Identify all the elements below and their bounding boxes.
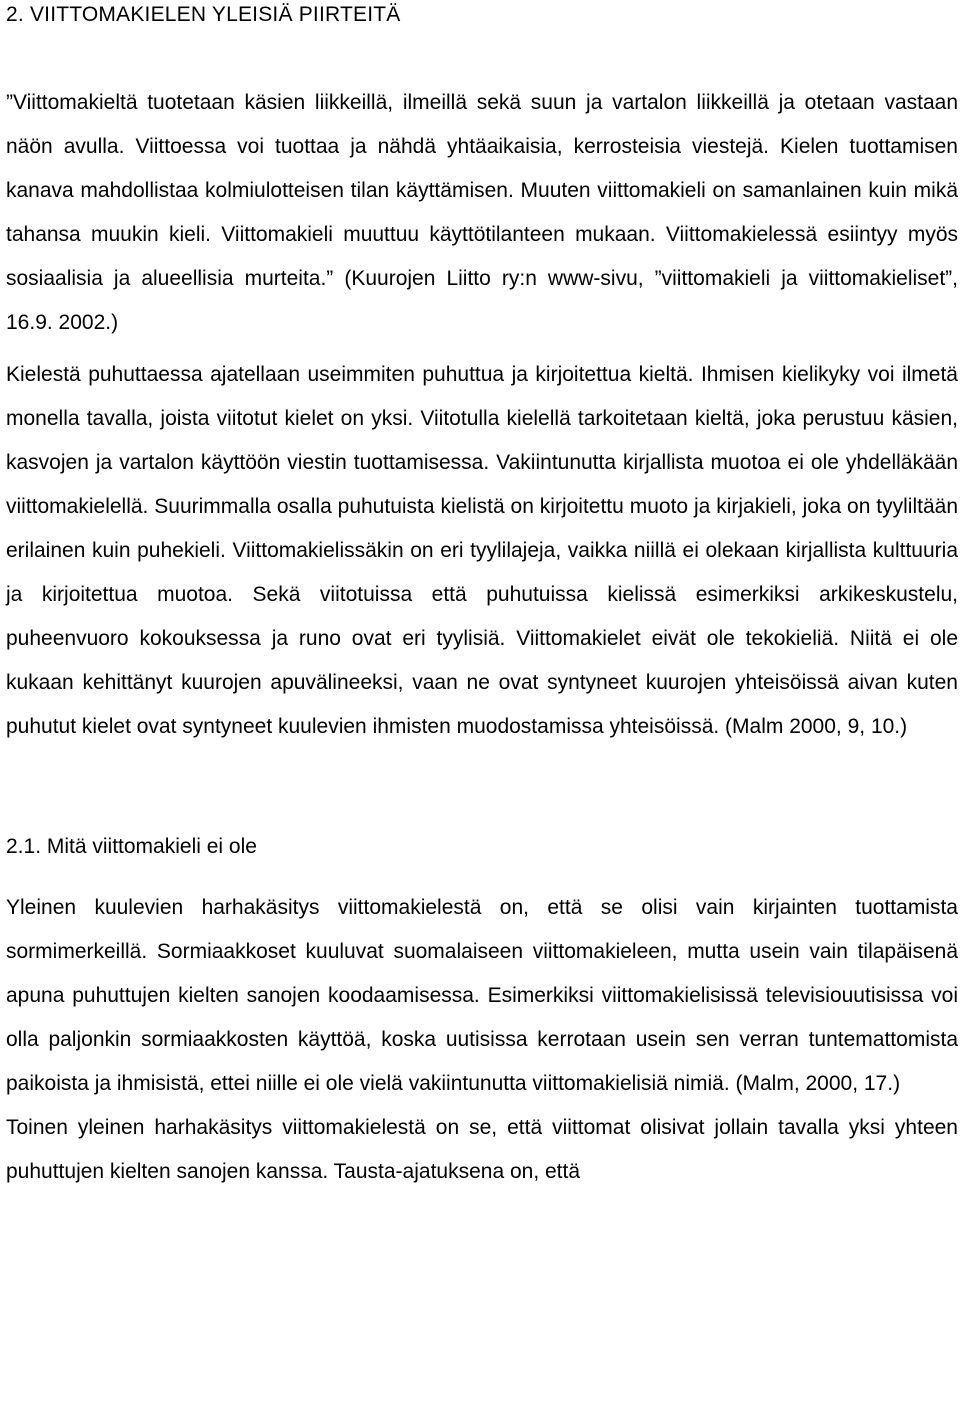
section-title-2-1: 2.1. Mitä viittomakieli ei ole	[6, 835, 257, 858]
document-page	[6, 0, 958, 1194]
paragraph-yleinen-harhakasitys: Yleinen kuulevien harhakäsitys viittomakielestä on, että se olisi vain kirjainten tuottamista sormimerkeillä. Sormiaakkoset kuuluvat suomalaiseen viittomakieleen, mutta usein vain tilapäisenä apuna puhuttujen kielten sanojen koodaamisessa. Esimerkiksi viittomakielisissä televisiouutisissa voi olla paljonkin sormiaakkosten käyttöä, koska uutisissa kerrotaan usein sen verran tuntemattomista paikoista ja ihmisistä, ettei niille ei ole vielä vakiintunutta viittomakielisiä nimiä. (Malm, 2000, 17.)	[6, 896, 958, 1095]
paragraph-toinen-harhakasitys: Toinen yleinen harhakäsitys viittomakielestä on se, että viittomat olisivat jollain tavalla yksi yhteen puhuttujen kielten sanojen kanssa. Tausta-ajatuksena on, että	[6, 1116, 958, 1183]
paragraph-kielesta: Kielestä puhuttaessa ajatellaan useimmiten puhuttua ja kirjoitettua kieltä. Ihmisen kielikyky voi ilmetä monella tavalla, joista viitotut kielet on yksi. Viitotulla kielellä tarkoitetaan kieltä, joka perustuu käsien, kasvojen ja vartalon käyttöön viestin tuottamisessa. Vakiintunutta kirjallista muotoa ei ole yhdelläkään viittomakielellä. Suurimmalla osalla puhutuista kielistä on kirjoitettu muoto ja kirjakieli, joka on tyyliltään erilainen kuin puhekieli. Viittomakielissäkin on eri tyylilajeja, vaikka niillä ei olekaan kirjallista kulttuuria ja kirjoitettua muotoa. Sekä viitotuissa että puhutuissa kielissä esimerkiksi arkikeskustelu, puheenvuoro kokouksessa ja runo ovat eri tyylisiä. Viittomakielet eivät ole tekokieliä. Niitä ei ole kukaan kehittänyt kuurojen apuvälineeksi, vaan ne ovat syntyneet kuurojen yhteisöissä aivan kuten puhutut kielet ovat syntyneet kuulevien ihmisten muodostamissa yhteisöissä. (Malm 2000, 9, 10.)	[6, 363, 958, 738]
chapter-title: 2. VIITTOMAKIELEN YLEISIÄ PIIRTEITÄ	[6, 3, 401, 26]
paragraph-quote: ”Viittomakieltä tuotetaan käsien liikkeillä, ilmeillä sekä suun ja vartalon liikkeillä ja otetaan vastaan näön avulla. Viittoessa voi tuottaa ja nähdä yhtäaikaisia, kerrosteisia viestejä. Kielen tuottamisen kanava mahdollistaa kolmiulotteisen tilan käyttämisen. Muuten viittomakieli on samanlainen kuin mikä tahansa muukin kieli. Viittomakieli muuttuu käyttötilanteen mukaan. Viittomakielessä esiintyy myös sosiaalisia ja alueellisia murteita.” (Kuurojen Liitto ry:n www-sivu, ”viittomakieli ja viittomakieliset”, 16.9. 2002.)	[6, 91, 958, 334]
